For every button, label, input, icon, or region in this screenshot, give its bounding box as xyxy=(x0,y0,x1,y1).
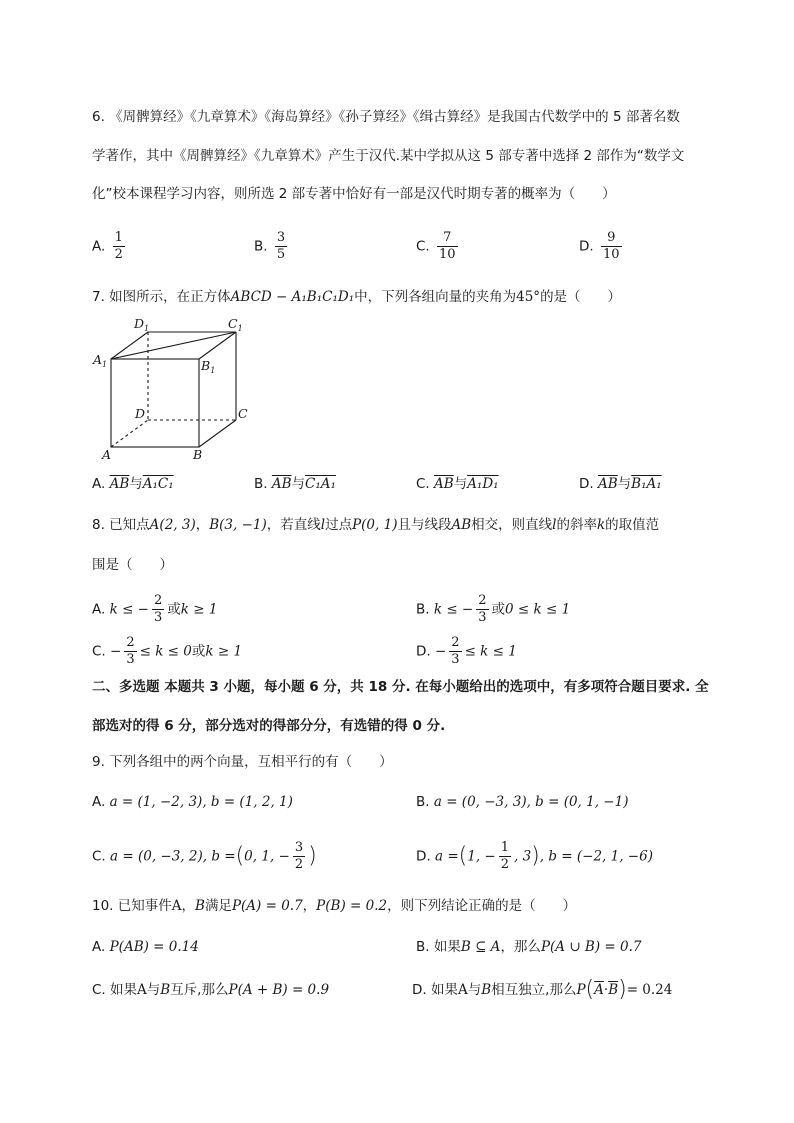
label-a1: $A_1$ xyxy=(93,352,108,369)
q6-stem-line2: 学著作，其中《周髀算经》《九章算术》产生于汉代.某中学拟从这 5 部专著中选择 2 部作为“数学文 xyxy=(92,148,685,164)
fraction: $\frac{7}{10}$ xyxy=(439,230,456,262)
q9-option-c[interactable]: C. a = (0, −3, 2), b =(0, 1, − $\frac{3}{2}$ ) xyxy=(92,840,317,872)
q7-stem: 7. 如图所示，在正方体ABCD − A₁B₁C₁D₁中，下列各组向量的夹角为45°的是（ ） xyxy=(92,289,622,305)
section2-heading-line1: 二、多选题 本题共 3 小题，每小题 6 分，共 18 分. 在每小题给出的选项中，有多项符合题目要求. 全 xyxy=(92,679,709,695)
q9-option-d[interactable]: D. a =(1, − $\frac{1}{2}$ , 3), b = (−2, 1, −6) xyxy=(416,840,653,872)
q8-stem-line1: 8. 已知点A(2, 3)，B(3, −1)，若直线l过点P(0, 1)且与线段AB相交，则直线l的斜率k的取值范 xyxy=(92,517,660,533)
label-c: C xyxy=(238,406,248,421)
label-a: A xyxy=(102,447,112,462)
q6-stem-line3: 化”校本课程学习内容，则所选 2 部专著中恰好有一部是汉代时期专著的概率为（ ） xyxy=(92,186,616,202)
cube-figure xyxy=(90,312,260,464)
label-d: D xyxy=(135,406,146,421)
q8-option-b[interactable]: B. k ≤ − $\frac{2}{3}$ 或0 ≤ k ≤ 1 xyxy=(416,593,571,625)
q6-option-a[interactable]: A. $\frac{1}{2}$ xyxy=(92,230,123,262)
q7-option-d[interactable]: D. $\overline{AB}$与B₁A₁ xyxy=(579,476,662,492)
q10-stem: 10. 已知事件A，B满足P(A) = 0.7，P(B) = 0.2，则下列结论正确的是（ ） xyxy=(92,898,577,914)
cube-front-face xyxy=(111,359,199,447)
q10-option-b[interactable]: B. 如果B ⊆ A，那么P(A ∪ B) = 0.7 xyxy=(416,939,642,955)
label-d1: $D_1$ xyxy=(134,316,150,333)
q10-option-c[interactable]: C. 如果A与B互斥,那么P(A + B) = 0.9 xyxy=(92,982,330,998)
q6-option-b[interactable]: B. $\frac{3}{5}$ xyxy=(254,230,286,262)
section2-heading-line2: 部选对的得 6 分，部分选对的得部分分，有选错的得 0 分. xyxy=(92,718,446,734)
fraction: $\frac{3}{5}$ xyxy=(276,230,286,262)
q7-option-b[interactable]: B. $\overline{AB}$与C₁A₁ xyxy=(254,476,336,492)
q10-option-d[interactable]: D. 如果A与B相互独立,那么$P(\overline{A}\cdot\overline{B})= 0.24$ xyxy=(412,977,673,1002)
q9-option-b[interactable]: B. a = (0, −3, 3), b = (0, 1, −1) xyxy=(416,794,629,810)
q6-option-d[interactable]: D. $\frac{9}{10}$ xyxy=(579,230,620,262)
q8-option-c[interactable]: C. − $\frac{2}{3}$ ≤ k ≤ 0或k ≥ 1 xyxy=(92,635,243,667)
label-b1: $B_1$ xyxy=(201,358,216,375)
q9-option-a[interactable]: A. a = (1, −2, 3), b = (1, 2, 1) xyxy=(92,794,293,810)
q6-stem-line1: 6. 《周髀算经》《九章算术》《海岛算经》《孙子算经》《缉古算经》是我国古代数学中的 5 部著名数 xyxy=(92,109,680,125)
fraction: $\frac{9}{10}$ xyxy=(602,230,620,262)
q7-option-a[interactable]: A. $\overline{AB}$与A₁C₁ xyxy=(92,476,174,492)
q10-option-a[interactable]: A. P(AB) = 0.14 xyxy=(92,939,199,955)
q8-option-a[interactable]: A. k ≤ − $\frac{2}{3}$ 或k ≥ 1 xyxy=(92,593,218,625)
label-b: B xyxy=(193,447,203,462)
q9-stem: 9. 下列各组中的两个向量，互相平行的有（ ） xyxy=(92,754,393,770)
q6-option-c[interactable]: C. $\frac{7}{10}$ xyxy=(416,230,456,262)
q8-option-d[interactable]: D. − $\frac{2}{3}$ ≤ k ≤ 1 xyxy=(416,635,517,667)
label-c1: $C_1$ xyxy=(228,316,243,333)
q8-stem-line2: 围是（ ） xyxy=(92,557,173,573)
fraction: $\frac{1}{2}$ xyxy=(114,230,123,262)
q7-option-c[interactable]: C. $\overline{AB}$与A₁D₁ xyxy=(416,476,499,492)
